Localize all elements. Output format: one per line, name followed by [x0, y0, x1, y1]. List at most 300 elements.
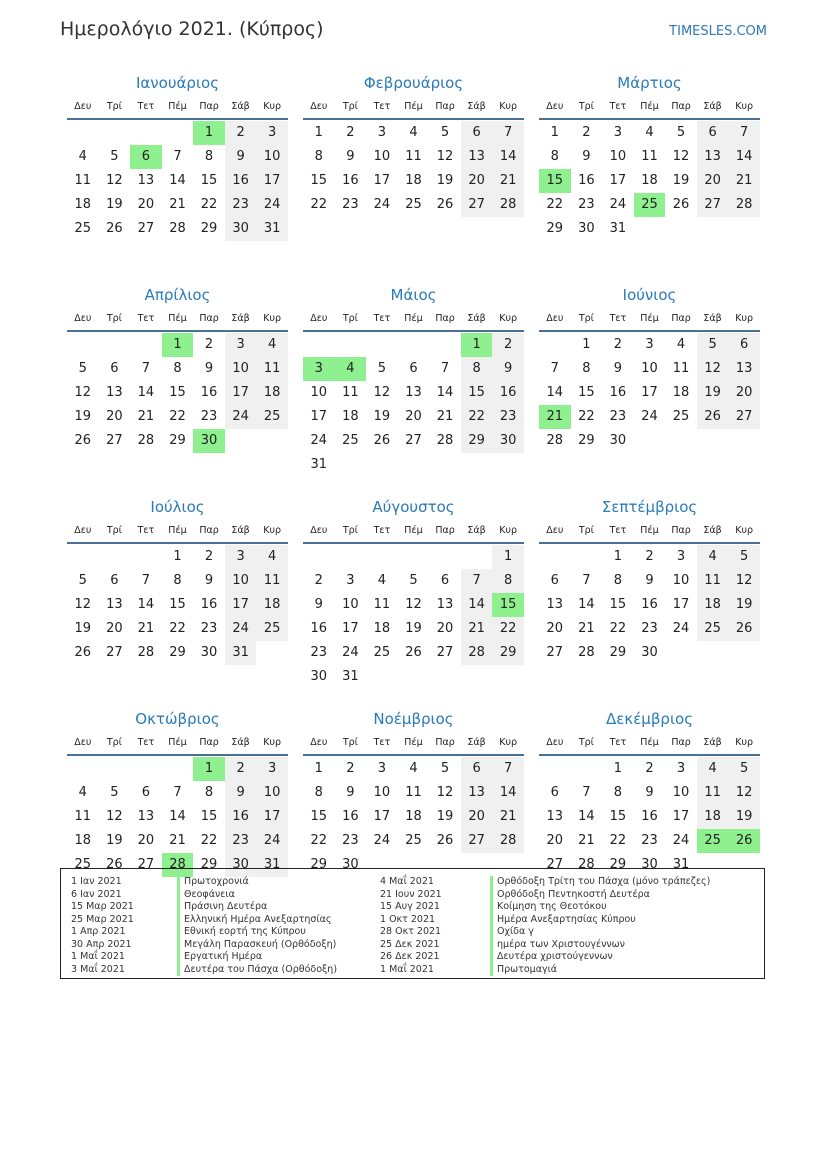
weekend-day-cell: 10 — [256, 781, 288, 805]
day-cell: 20 — [106, 409, 123, 424]
day-cell: 28 — [546, 433, 564, 448]
weekend-day-cell: 4 — [256, 333, 288, 357]
day-cell: 23 — [310, 645, 328, 660]
day-cell: 27 — [106, 433, 123, 448]
weekday-label: Πέμ — [404, 737, 423, 748]
weekday-header — [303, 520, 524, 544]
day-cell: 11 — [405, 785, 422, 800]
months-grid — [67, 70, 761, 918]
month-name: Μάιος — [390, 286, 437, 304]
weekend-day-cell: 2 — [225, 121, 257, 145]
weekday-label: Τρί — [578, 737, 594, 748]
empty-cell — [398, 545, 430, 569]
empty-cell — [571, 757, 603, 781]
day-cell: 16 — [200, 597, 218, 612]
month-calendar — [303, 282, 524, 494]
day-grid — [539, 121, 760, 241]
weekday-label: Κυρ — [735, 525, 754, 536]
weekday-label: Κυρ — [499, 313, 518, 324]
weekday-label: Δευ — [546, 313, 564, 324]
month-name: Ιούνιος — [622, 286, 677, 304]
day-cell: 9 — [204, 573, 214, 588]
holiday-day-cell: 15 — [539, 169, 571, 193]
day-cell: 23 — [342, 833, 359, 848]
day-cell: 24 — [641, 409, 658, 424]
day-cell: 27 — [137, 221, 155, 236]
day-cell: 21 — [137, 621, 155, 636]
day-cell: 17 — [672, 597, 690, 612]
weekend-day-cell: 16 — [225, 805, 257, 829]
weekend-day-cell: 5 — [728, 545, 760, 569]
day-cell: 20 — [137, 833, 155, 848]
day-cell: 10 — [672, 573, 690, 588]
empty-cell — [99, 757, 131, 781]
day-cell: 10 — [641, 361, 658, 376]
weekday-label: Σάβ — [703, 737, 722, 748]
day-cell: 31 — [342, 669, 359, 684]
brand-link[interactable]: TIMESLES.COM — [669, 24, 767, 39]
day-cell: 6 — [440, 573, 450, 588]
weekday-header — [539, 732, 760, 756]
weekday-label: Τετ — [373, 101, 391, 112]
day-cell: 9 — [645, 785, 654, 800]
day-cell: 27 — [405, 433, 422, 448]
empty-cell — [461, 545, 493, 569]
day-cell: 9 — [346, 149, 355, 164]
day-cell: 6 — [409, 361, 418, 376]
weekend-day-cell: 30 — [225, 217, 257, 241]
day-cell: 2 — [582, 125, 591, 140]
holiday-day-cell: 1 — [461, 333, 493, 357]
weekday-label: Παρ — [435, 313, 455, 324]
weekday-label: Δευ — [310, 525, 328, 536]
empty-cell — [67, 333, 99, 357]
month-calendar — [67, 70, 288, 282]
weekday-label: Τετ — [137, 525, 155, 536]
day-cell: 16 — [578, 173, 595, 188]
holiday-date: 15 Αυγ 2021 — [380, 901, 440, 912]
month-name: Ιανουάριος — [135, 74, 219, 92]
weekend-day-cell: 3 — [225, 333, 257, 357]
weekday-label: Παρ — [671, 525, 691, 536]
day-cell: 13 — [405, 385, 422, 400]
day-cell: 5 — [409, 573, 418, 588]
day-cell: 29 — [578, 433, 595, 448]
weekend-day-cell: 15 — [461, 381, 493, 405]
day-cell: 15 — [310, 809, 328, 824]
weekend-day-cell: 30 — [225, 853, 257, 877]
weekday-label: Τρί — [578, 313, 594, 324]
day-cell: 24 — [373, 833, 391, 848]
day-grid — [67, 121, 288, 241]
month-name: Οκτώβριος — [135, 710, 220, 728]
empty-cell — [130, 757, 162, 781]
day-cell: 19 — [74, 409, 92, 424]
day-cell: 26 — [106, 857, 123, 872]
weekday-header — [67, 96, 288, 120]
month-calendar — [303, 70, 524, 282]
day-cell: 6 — [110, 573, 119, 588]
month-name: Φεβρουάριος — [363, 74, 464, 92]
legend-left-dates — [71, 876, 134, 976]
day-grid — [67, 757, 288, 877]
day-cell: 22 — [200, 833, 218, 848]
day-cell: 9 — [204, 361, 214, 376]
day-cell: 10 — [373, 149, 391, 164]
day-cell: 10 — [342, 597, 359, 612]
day-cell: 11 — [74, 809, 92, 824]
day-cell: 14 — [578, 597, 595, 612]
holiday-date: 25 Μαρ 2021 — [71, 913, 134, 925]
weekday-label: Πέμ — [640, 101, 659, 112]
weekday-label: Σάβ — [467, 313, 486, 324]
weekend-day-cell: 3 — [256, 121, 288, 145]
weekend-day-cell: 16 — [225, 169, 257, 193]
empty-cell — [398, 333, 430, 357]
weekend-day-cell: 7 — [728, 121, 760, 145]
weekend-day-cell: 7 — [492, 121, 524, 145]
day-cell: 2 — [346, 125, 355, 140]
weekday-label: Σάβ — [231, 313, 250, 324]
legend-right-dates — [380, 876, 442, 976]
day-cell: 30 — [641, 645, 658, 660]
day-cell: 20 — [546, 833, 564, 848]
day-cell: 30 — [310, 669, 328, 684]
holiday-date: 26 Δεκ 2021 — [380, 951, 440, 962]
holiday-date: 6 Ιαν 2021 — [71, 888, 122, 900]
day-cell: 2 — [204, 549, 214, 564]
day-cell: 1 — [582, 337, 591, 352]
weekend-day-cell: 20 — [697, 169, 729, 193]
day-cell: 19 — [373, 409, 391, 424]
empty-cell — [162, 757, 194, 781]
weekend-day-cell: 11 — [256, 569, 288, 593]
day-cell: 14 — [169, 809, 186, 824]
empty-cell — [539, 333, 571, 357]
holiday-date: 1 Μαΐ 2021 — [71, 951, 125, 962]
day-cell: 19 — [74, 621, 92, 636]
weekday-label: Τρί — [106, 101, 122, 112]
weekday-header — [539, 308, 760, 332]
day-cell: 1 — [314, 761, 323, 776]
weekend-day-cell: 6 — [461, 757, 493, 781]
weekday-label: Δευ — [546, 101, 564, 112]
weekend-day-cell: 28 — [728, 193, 760, 217]
holiday-date: 3 Μαΐ 2021 — [71, 963, 125, 975]
month-calendar — [67, 282, 288, 494]
holiday-day-cell: 28 — [162, 853, 194, 877]
holiday-name: Εργατική Ημέρα — [177, 951, 337, 964]
day-cell: 26 — [373, 433, 391, 448]
holiday-name: Πρωτοχρονιά — [177, 876, 337, 889]
empty-cell — [366, 545, 398, 569]
empty-cell — [99, 333, 131, 357]
weekday-label: Τετ — [609, 101, 627, 112]
day-cell: 25 — [672, 409, 690, 424]
weekend-day-cell: 8 — [492, 569, 524, 593]
weekend-day-cell: 14 — [492, 145, 524, 169]
weekday-label: Τρί — [342, 737, 358, 748]
day-cell: 13 — [137, 173, 155, 188]
day-cell: 22 — [578, 409, 595, 424]
day-cell: 24 — [373, 197, 391, 212]
day-cell: 26 — [106, 221, 123, 236]
day-cell: 21 — [578, 833, 595, 848]
day-cell: 9 — [346, 785, 355, 800]
day-cell: 2 — [204, 337, 214, 352]
weekday-label: Δευ — [74, 737, 92, 748]
day-grid — [303, 333, 524, 477]
weekday-label: Τρί — [106, 313, 122, 324]
day-cell: 8 — [314, 785, 323, 800]
day-cell: 29 — [546, 221, 564, 236]
weekday-label: Δευ — [310, 737, 328, 748]
day-cell: 20 — [106, 621, 123, 636]
month-calendar — [539, 494, 760, 706]
weekend-day-cell: 13 — [461, 781, 493, 805]
weekday-label: Τρί — [578, 525, 594, 536]
day-cell: 16 — [310, 621, 328, 636]
day-cell: 24 — [672, 621, 690, 636]
weekday-label: Δευ — [546, 525, 564, 536]
day-cell: 16 — [641, 809, 658, 824]
weekday-label: Παρ — [435, 525, 455, 536]
weekday-label: Κυρ — [263, 313, 282, 324]
weekday-label: Πέμ — [404, 313, 423, 324]
day-cell: 13 — [106, 597, 123, 612]
weekday-label: Δευ — [310, 101, 328, 112]
weekend-day-cell: 8 — [461, 357, 493, 381]
empty-cell — [99, 545, 131, 569]
weekday-label: Τετ — [373, 313, 391, 324]
weekend-day-cell: 19 — [728, 805, 760, 829]
weekend-day-cell: 21 — [728, 169, 760, 193]
day-cell: 6 — [550, 785, 559, 800]
empty-cell — [539, 757, 571, 781]
page-title: Ημερολόγιο 2021. (Κύπρος) — [60, 18, 324, 40]
weekend-day-cell: 31 — [225, 641, 257, 665]
empty-cell — [335, 333, 367, 357]
weekend-day-cell: 1 — [492, 545, 524, 569]
day-cell: 22 — [609, 833, 627, 848]
day-cell: 5 — [110, 785, 119, 800]
weekday-label: Κυρ — [499, 737, 518, 748]
weekend-day-cell: 18 — [256, 593, 288, 617]
day-cell: 12 — [373, 385, 391, 400]
day-cell: 12 — [74, 385, 92, 400]
weekend-day-cell: 2 — [225, 757, 257, 781]
day-cell: 27 — [436, 645, 454, 660]
weekend-day-cell: 24 — [225, 405, 257, 429]
day-cell: 19 — [405, 621, 422, 636]
weekend-day-cell: 18 — [697, 805, 729, 829]
day-cell: 29 — [200, 221, 218, 236]
weekday-header — [539, 520, 760, 544]
day-cell: 8 — [204, 785, 214, 800]
holiday-day-cell: 30 — [193, 429, 225, 453]
day-cell: 28 — [578, 857, 595, 872]
holiday-date: 21 Ιουν 2021 — [380, 888, 442, 900]
holiday-date: 1 Οκτ 2021 — [380, 913, 436, 925]
day-cell: 13 — [436, 597, 454, 612]
day-cell: 5 — [440, 761, 450, 776]
weekend-day-cell: 13 — [461, 145, 493, 169]
day-cell: 5 — [78, 573, 87, 588]
weekend-day-cell: 21 — [492, 169, 524, 193]
day-cell: 29 — [200, 857, 218, 872]
weekend-day-cell: 20 — [461, 169, 493, 193]
weekend-day-cell: 24 — [225, 617, 257, 641]
day-cell: 23 — [342, 197, 359, 212]
day-cell: 17 — [672, 809, 690, 824]
day-cell: 8 — [314, 149, 323, 164]
holiday-day-cell: 4 — [335, 357, 367, 381]
weekend-day-cell: 23 — [225, 829, 257, 853]
day-cell: 17 — [609, 173, 627, 188]
weekend-day-cell: 17 — [225, 593, 257, 617]
empty-cell — [99, 121, 131, 145]
weekday-header — [539, 96, 760, 120]
weekend-day-cell: 11 — [697, 569, 729, 593]
weekend-day-cell: 17 — [256, 805, 288, 829]
weekend-day-cell: 22 — [492, 617, 524, 641]
weekday-label: Παρ — [435, 101, 455, 112]
day-cell: 16 — [609, 385, 627, 400]
day-cell: 5 — [78, 361, 87, 376]
day-cell: 28 — [578, 645, 595, 660]
day-cell: 26 — [74, 645, 92, 660]
empty-cell — [429, 545, 461, 569]
day-cell: 2 — [314, 573, 323, 588]
weekend-day-cell: 22 — [461, 405, 493, 429]
weekend-day-cell: 21 — [492, 805, 524, 829]
holiday-day-cell: 25 — [634, 193, 666, 217]
holiday-name: Ελληνική Ημέρα Ανεξαρτησίας — [177, 914, 337, 927]
empty-cell — [130, 333, 162, 357]
weekday-label: Παρ — [199, 101, 219, 112]
weekday-label: Πέμ — [168, 737, 187, 748]
day-cell: 19 — [436, 173, 454, 188]
weekday-label: Σάβ — [467, 525, 486, 536]
day-cell: 27 — [546, 645, 564, 660]
day-cell: 20 — [405, 409, 422, 424]
day-cell: 2 — [346, 761, 355, 776]
day-cell: 9 — [314, 597, 323, 612]
legend-left-names — [177, 876, 337, 976]
weekday-label: Δευ — [74, 101, 92, 112]
weekend-day-cell: 3 — [256, 757, 288, 781]
weekend-day-cell: 14 — [492, 781, 524, 805]
holiday-day-cell: 1 — [162, 333, 194, 357]
day-cell: 19 — [106, 833, 123, 848]
day-cell: 2 — [613, 337, 623, 352]
weekend-day-cell: 14 — [461, 593, 493, 617]
weekend-day-cell: 20 — [728, 381, 760, 405]
holiday-legend — [60, 868, 765, 979]
weekend-day-cell: 6 — [697, 121, 729, 145]
weekday-label: Σάβ — [703, 101, 722, 112]
day-cell: 10 — [609, 149, 627, 164]
day-grid — [539, 757, 760, 877]
holiday-name: Ορθόδοξη Τρίτη του Πάσχα (μόνο τράπεζες) — [490, 876, 710, 889]
day-cell: 3 — [613, 125, 623, 140]
day-cell: 7 — [440, 361, 450, 376]
day-cell: 25 — [373, 645, 391, 660]
holiday-date: 1 Απρ 2021 — [71, 926, 126, 937]
weekday-label: Τρί — [342, 101, 358, 112]
day-cell: 18 — [405, 809, 422, 824]
day-cell: 15 — [310, 173, 328, 188]
weekday-header — [303, 96, 524, 120]
weekend-day-cell: 17 — [256, 169, 288, 193]
empty-cell — [571, 545, 603, 569]
weekend-day-cell: 5 — [697, 333, 729, 357]
weekday-label: Κυρ — [499, 101, 518, 112]
weekday-label: Παρ — [671, 737, 691, 748]
day-cell: 21 — [169, 197, 186, 212]
weekday-label: Τετ — [609, 737, 627, 748]
weekday-label: Τρί — [342, 313, 358, 324]
day-cell: 25 — [342, 433, 359, 448]
weekday-label: Πέμ — [168, 313, 187, 324]
day-cell: 23 — [200, 409, 218, 424]
day-cell: 13 — [137, 809, 155, 824]
day-cell: 24 — [609, 197, 627, 212]
day-cell: 23 — [200, 621, 218, 636]
day-cell: 22 — [546, 197, 564, 212]
legend-right-names — [490, 876, 710, 976]
weekday-header — [303, 308, 524, 332]
holiday-day-cell: 3 — [303, 357, 335, 381]
holiday-day-cell: 1 — [193, 757, 225, 781]
holiday-day-cell: 1 — [193, 121, 225, 145]
day-cell: 25 — [405, 833, 422, 848]
day-cell: 24 — [342, 645, 359, 660]
weekend-day-cell: 11 — [697, 781, 729, 805]
holiday-name: Δευτέρα του Πάσχα (Ορθόδοξη) — [177, 964, 337, 977]
weekend-day-cell: 9 — [225, 781, 257, 805]
day-cell: 9 — [613, 361, 623, 376]
day-cell: 22 — [609, 621, 627, 636]
day-cell: 18 — [74, 833, 92, 848]
empty-cell — [67, 545, 99, 569]
day-cell: 7 — [582, 573, 591, 588]
day-cell: 4 — [78, 785, 87, 800]
day-cell: 26 — [405, 645, 422, 660]
day-cell: 15 — [609, 597, 627, 612]
weekend-day-cell: 19 — [697, 381, 729, 405]
weekend-day-cell: 16 — [492, 381, 524, 405]
day-cell: 20 — [436, 621, 454, 636]
day-cell: 21 — [169, 833, 186, 848]
weekday-label: Τετ — [373, 525, 391, 536]
weekend-day-cell: 4 — [697, 757, 729, 781]
day-cell: 29 — [169, 433, 186, 448]
weekend-day-cell: 18 — [256, 381, 288, 405]
day-cell: 1 — [173, 549, 182, 564]
weekday-label: Κυρ — [263, 737, 282, 748]
day-cell: 9 — [645, 573, 654, 588]
holiday-name: ημέρα των Χριστουγέννων — [490, 939, 710, 952]
month-name: Μάρτιος — [617, 74, 682, 92]
day-cell: 9 — [582, 149, 591, 164]
weekday-label: Παρ — [199, 313, 219, 324]
weekday-label: Δευ — [74, 525, 92, 536]
day-cell: 27 — [106, 645, 123, 660]
day-cell: 14 — [436, 385, 454, 400]
day-cell: 4 — [377, 573, 387, 588]
weekday-label: Παρ — [199, 525, 219, 536]
